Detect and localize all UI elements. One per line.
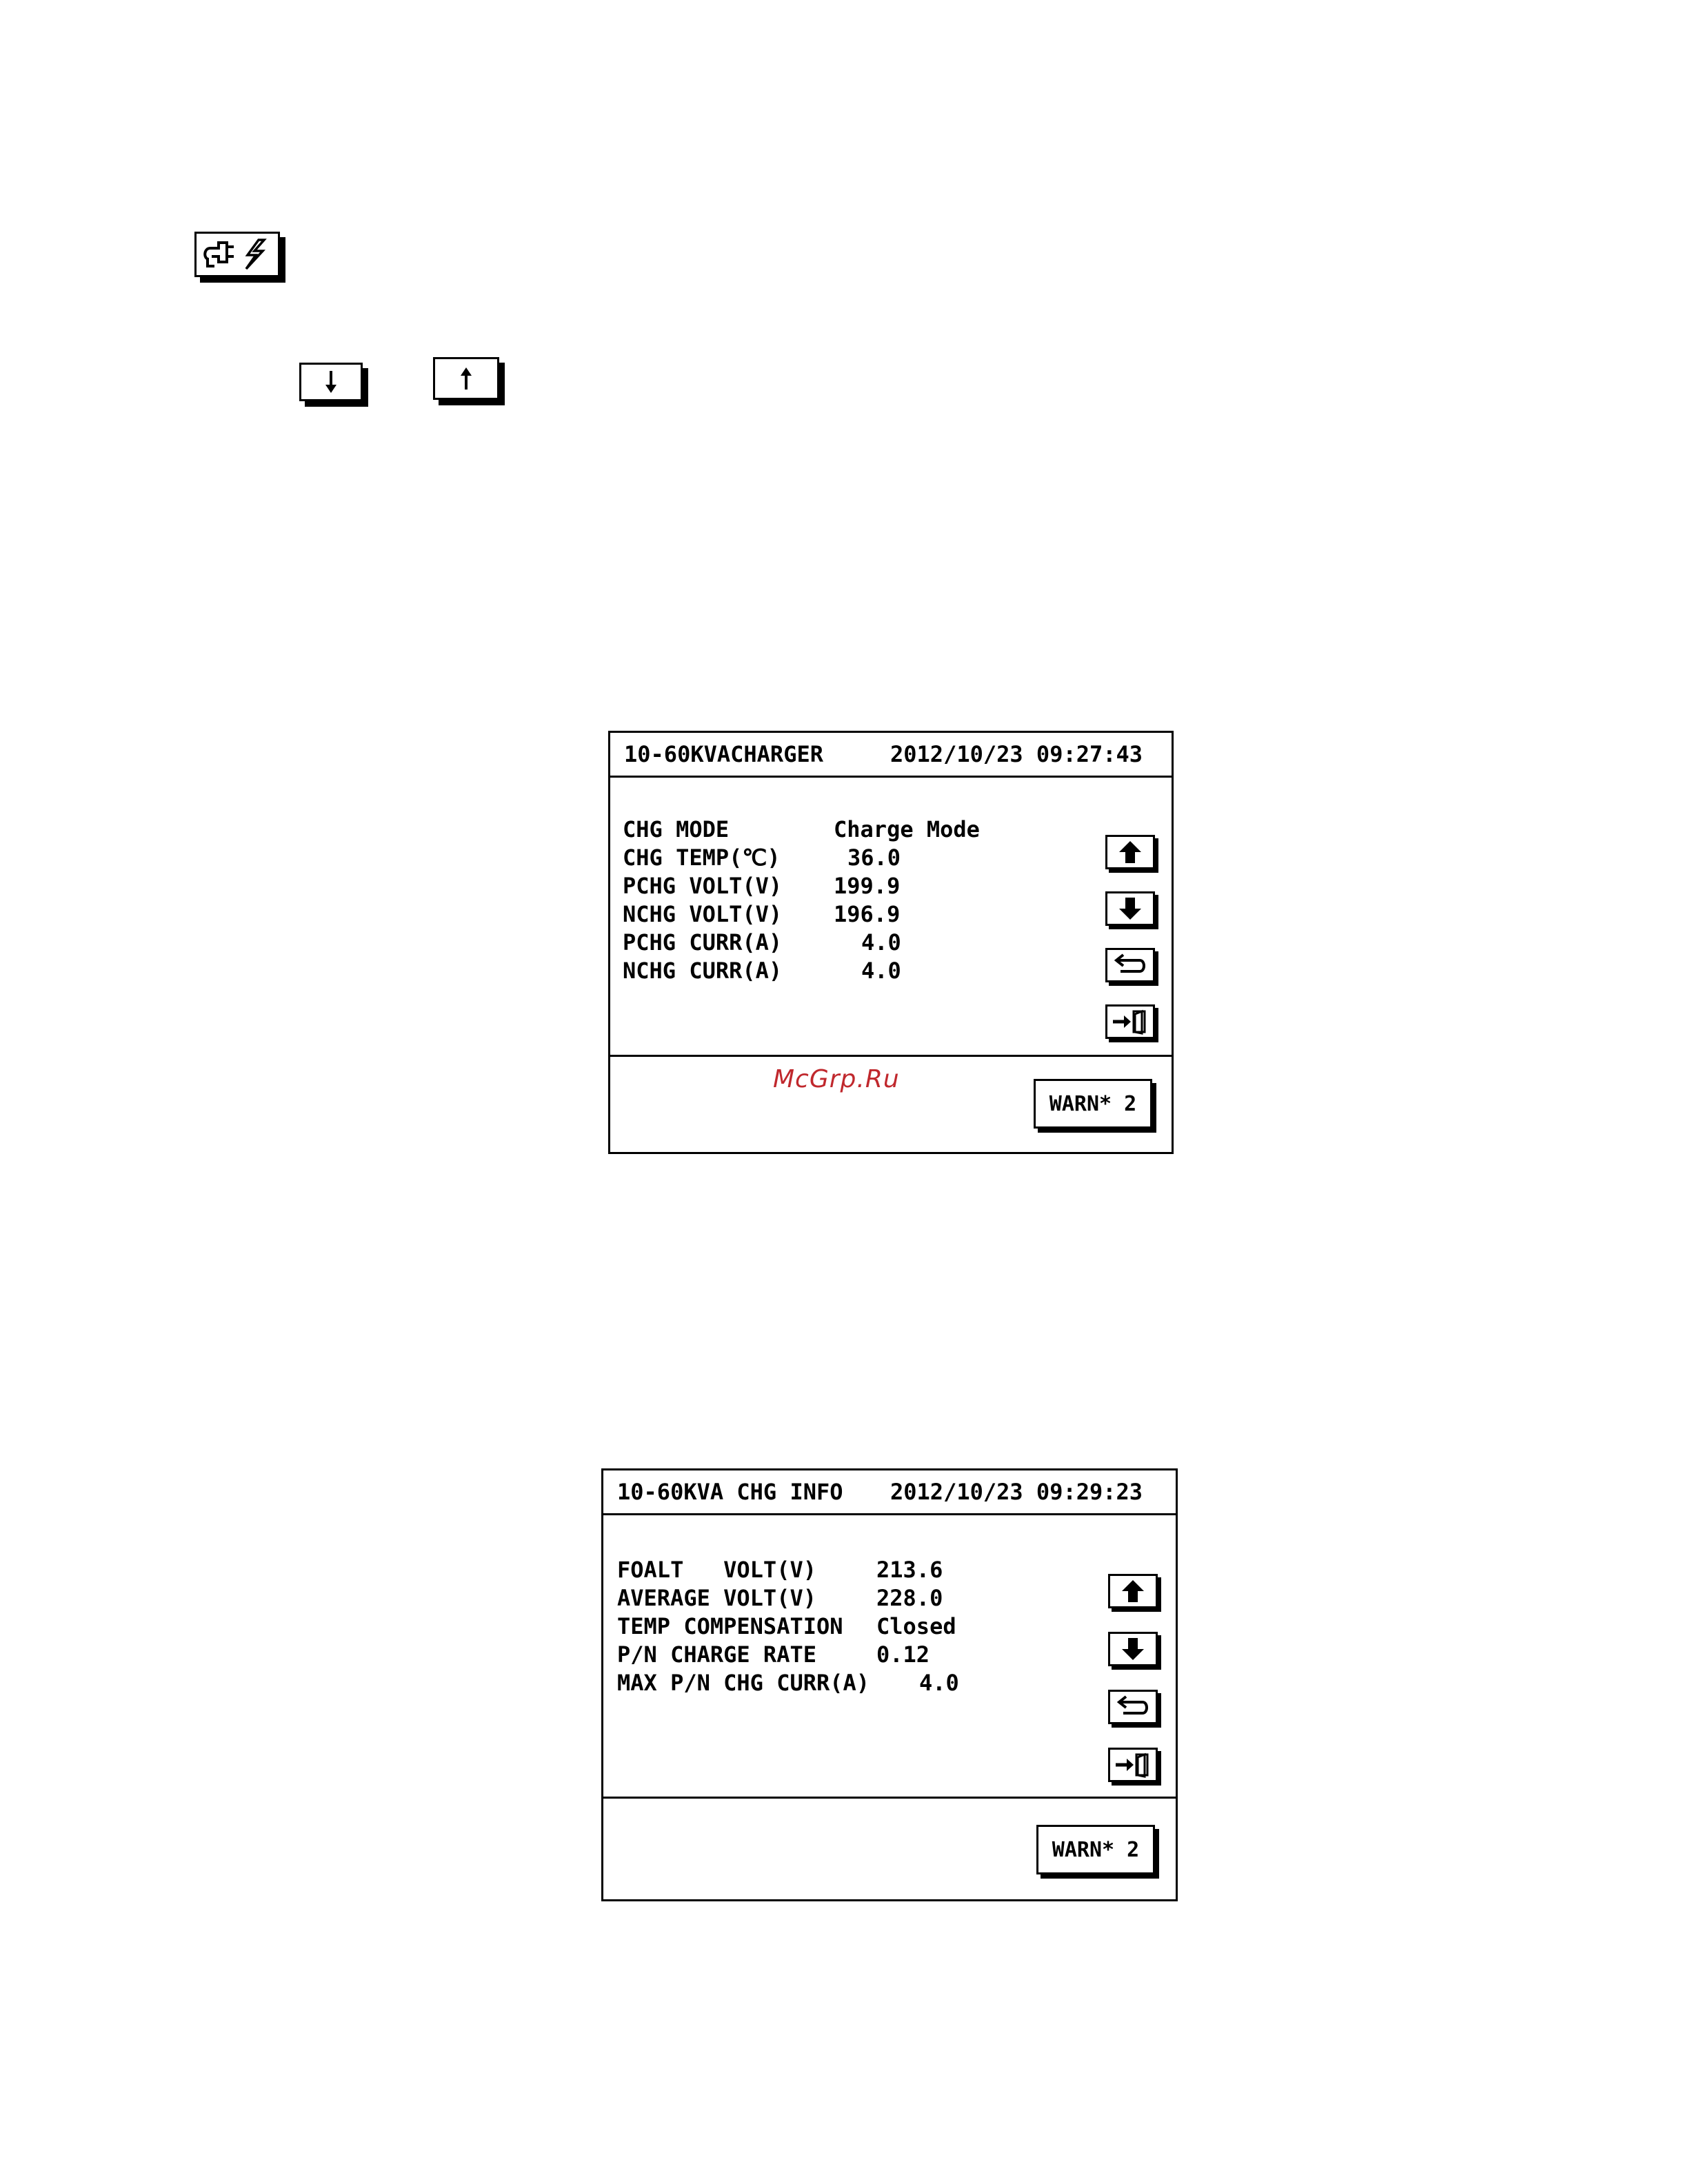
list-item: AVERAGE VOLT(V) 228.0 (617, 1585, 943, 1611)
watermark: McGrp.Ru (773, 1065, 900, 1093)
list-item: MAX P/N CHG CURR(A) 4.0 (617, 1670, 959, 1696)
up-key[interactable] (433, 357, 499, 400)
warn-button[interactable]: WARN* 2 (1036, 1825, 1155, 1874)
list-item: TEMP COMPENSATION Closed (617, 1613, 956, 1639)
list-item: P/N CHARGE RATE 0.12 (617, 1641, 930, 1668)
page-up-button[interactable] (1108, 1574, 1158, 1608)
list-item: CHG TEMP(℃) 36.0 (623, 845, 901, 871)
return-button[interactable] (1105, 948, 1155, 982)
page-down-button[interactable] (1105, 891, 1155, 926)
down-key[interactable] (299, 363, 363, 401)
page-up-icon (1119, 1579, 1147, 1604)
list-item: PCHG VOLT(V) 199.9 (623, 873, 901, 899)
page-down-button[interactable] (1108, 1632, 1158, 1666)
list-item: FOALT VOLT(V) 213.6 (617, 1557, 943, 1583)
list-item: PCHG CURR(A) 4.0 (623, 929, 901, 956)
screen-title: 10-60KVACHARGER (624, 741, 823, 767)
warn-button[interactable]: WARN* 2 (1034, 1079, 1152, 1129)
exit-button[interactable] (1108, 1748, 1158, 1782)
status-list (623, 816, 1009, 985)
page-down-icon (1119, 1637, 1147, 1661)
page-down-icon (1116, 896, 1144, 921)
screen-header (603, 1470, 1176, 1515)
list-item: NCHG VOLT(V) 196.9 (623, 901, 901, 927)
screen-datetime: 2012/10/23 09:29:23 (890, 1479, 1143, 1505)
list-item: NCHG CURR(A) 4.0 (623, 958, 901, 984)
page-up-icon (1116, 840, 1144, 865)
charger-plug-icon (199, 236, 275, 273)
up-arrow-icon (456, 365, 476, 392)
list-item: CHG MODE Charge Mode (623, 816, 980, 842)
down-arrow-icon (321, 368, 341, 396)
screen-header (610, 733, 1172, 778)
charger-status-screen (608, 731, 1174, 1154)
return-icon (1116, 1695, 1149, 1719)
info-list (617, 1556, 1003, 1697)
return-icon (1114, 953, 1147, 977)
charger-info-screen (601, 1468, 1178, 1901)
screen-datetime: 2012/10/23 09:27:43 (890, 741, 1143, 767)
screen-title: 10-60KVA CHG INFO (617, 1479, 843, 1505)
charger-key[interactable] (194, 232, 280, 277)
page-up-button[interactable] (1105, 835, 1155, 869)
exit-icon (1114, 1752, 1152, 1778)
exit-icon (1112, 1009, 1149, 1035)
return-button[interactable] (1108, 1690, 1158, 1724)
exit-button[interactable] (1105, 1004, 1155, 1039)
